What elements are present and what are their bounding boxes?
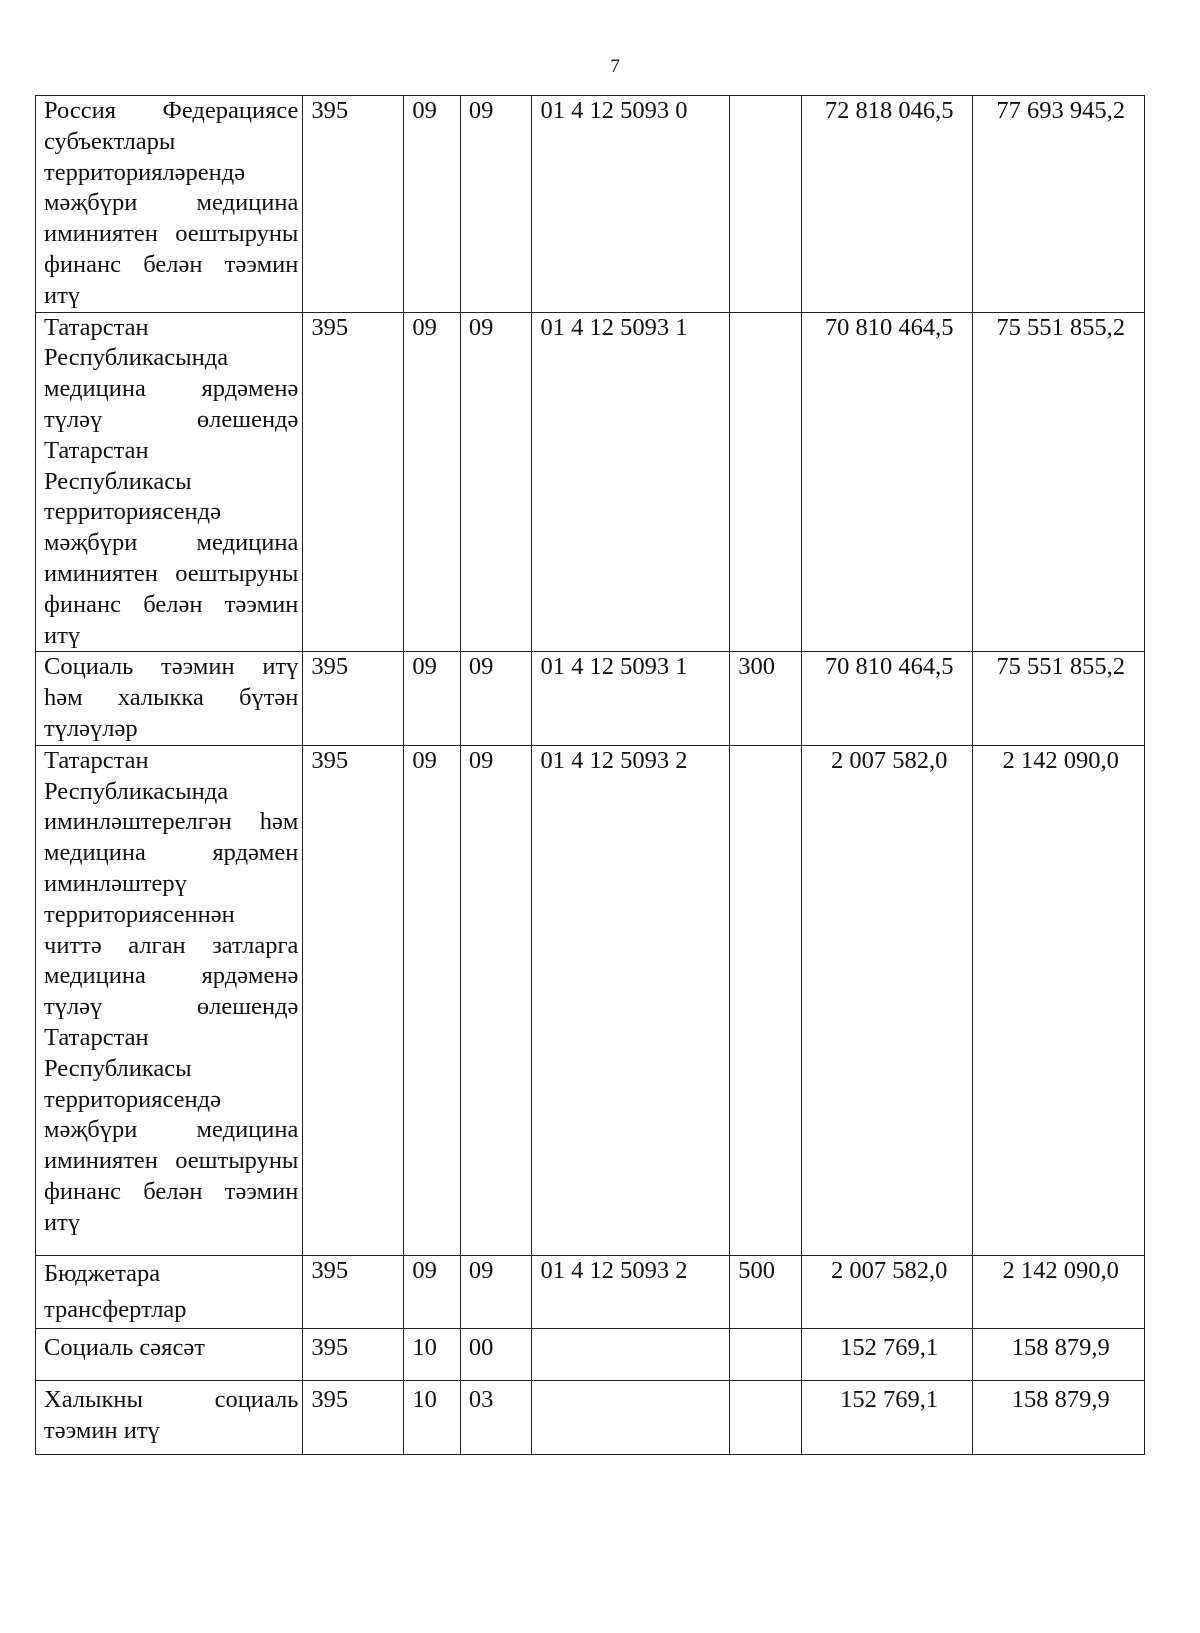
ministry-code: 395 [303, 96, 404, 313]
amount-year-2: 75 551 855,2 [973, 312, 1145, 652]
amount-year-1: 72 818 046,5 [801, 96, 973, 313]
target-article-code: 01 4 12 5093 1 [532, 652, 730, 745]
row-name: Бюджетара трансфертлар [36, 1255, 303, 1328]
amount-year-1: 2 007 582,0 [801, 745, 973, 1255]
section-code: 10 [404, 1380, 461, 1454]
expense-type-code [730, 1328, 802, 1380]
expense-type-code [730, 96, 802, 313]
section-code: 09 [404, 745, 461, 1255]
section-code: 09 [404, 652, 461, 745]
amount-year-1: 70 810 464,5 [801, 652, 973, 745]
amount-year-1: 152 769,1 [801, 1328, 973, 1380]
table-row [36, 312, 1145, 652]
budget-table [35, 95, 1145, 1455]
row-name: Социаль тәэмин итү һәм халыкка бүтән түләүләр [36, 652, 303, 745]
subsection-code: 09 [460, 1255, 532, 1328]
expense-type-code [730, 312, 802, 652]
amount-year-2: 2 142 090,0 [973, 1255, 1145, 1328]
target-article-code: 01 4 12 5093 1 [532, 312, 730, 652]
target-article-code: 01 4 12 5093 2 [532, 745, 730, 1255]
target-article-code [532, 1380, 730, 1454]
amount-year-1: 2 007 582,0 [801, 1255, 973, 1328]
section-code: 10 [404, 1328, 461, 1380]
section-code: 09 [404, 312, 461, 652]
expense-type-code [730, 1380, 802, 1454]
table-row [36, 1328, 1145, 1380]
row-name: Татарстан Республикасында иминләштерелгән һәм медицина ярдәмен иминләштерү территориясеннән читтә алган затларга медицина ярдәменә түләү өлешендә Татарстан Республикасы территориясендә мәҗбүри медицина иминиятен оештыруны финанс белән тәэмин итү [36, 745, 303, 1255]
amount-year-2: 158 879,9 [973, 1380, 1145, 1454]
amount-year-1: 152 769,1 [801, 1380, 973, 1454]
row-name: Татарстан Республикасында медицина ярдәменә түләү өлешендә Татарстан Республикасы территориясендә мәҗбүри медицина иминиятен оештыруны финанс белән тәэмин итү [36, 312, 303, 652]
ministry-code: 395 [303, 652, 404, 745]
expense-type-code: 500 [730, 1255, 802, 1328]
amount-year-1: 70 810 464,5 [801, 312, 973, 652]
ministry-code: 395 [303, 1380, 404, 1454]
amount-year-2: 2 142 090,0 [973, 745, 1145, 1255]
ministry-code: 395 [303, 1328, 404, 1380]
table-row [36, 96, 1145, 313]
table-row [36, 652, 1145, 745]
row-name: Россия Федерациясе субъектлары территорияләрендә мәҗбүри медицина иминиятен оештыруны финанс белән тәэмин итү [36, 96, 303, 313]
target-article-code [532, 1328, 730, 1380]
ministry-code: 395 [303, 312, 404, 652]
table-row [36, 1255, 1145, 1328]
subsection-code: 09 [460, 96, 532, 313]
amount-year-2: 158 879,9 [973, 1328, 1145, 1380]
subsection-code: 03 [460, 1380, 532, 1454]
subsection-code: 09 [460, 652, 532, 745]
amount-year-2: 77 693 945,2 [973, 96, 1145, 313]
ministry-code: 395 [303, 1255, 404, 1328]
subsection-code: 09 [460, 312, 532, 652]
expense-type-code: 300 [730, 652, 802, 745]
subsection-code: 09 [460, 745, 532, 1255]
section-code: 09 [404, 1255, 461, 1328]
page-number: 7 [610, 56, 620, 77]
target-article-code: 01 4 12 5093 2 [532, 1255, 730, 1328]
row-name: Социаль сәясәт [36, 1328, 303, 1380]
table-row [36, 1380, 1145, 1454]
expense-type-code [730, 745, 802, 1255]
table-row [36, 745, 1145, 1255]
section-code: 09 [404, 96, 461, 313]
amount-year-2: 75 551 855,2 [973, 652, 1145, 745]
ministry-code: 395 [303, 745, 404, 1255]
target-article-code: 01 4 12 5093 0 [532, 96, 730, 313]
row-name: Халыкны социаль тәэмин итү [36, 1380, 303, 1454]
subsection-code: 00 [460, 1328, 532, 1380]
